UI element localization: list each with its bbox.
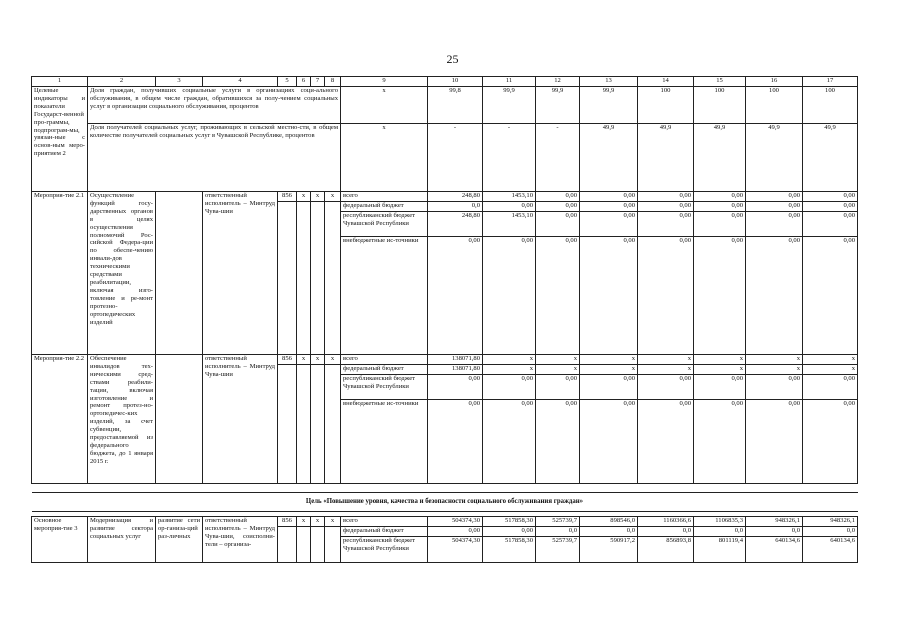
funding-value: 0,00	[536, 212, 580, 237]
measure-responsible: ответственный исполнитель – Минтруд Чува-шии	[203, 355, 278, 484]
funding-value: 0,00	[580, 375, 638, 400]
indicator-value: 100	[638, 87, 694, 124]
indicator-value: 49,9	[638, 124, 694, 192]
measure-row	[32, 192, 858, 202]
funding-value: х	[803, 365, 858, 375]
measure-code	[325, 202, 341, 355]
funding-value: 590917,2	[580, 537, 638, 563]
funding-value: х	[580, 355, 638, 365]
funding-value: 0,00	[694, 212, 746, 237]
measure-code: х	[311, 355, 325, 365]
page-number: 25	[446, 52, 459, 66]
funding-value: 856893,8	[638, 537, 694, 563]
funding-value: 517858,30	[483, 517, 536, 527]
indicator-value: 99,8	[428, 87, 483, 124]
funding-value: 0,00	[536, 192, 580, 202]
measure-code	[311, 202, 325, 355]
indicator-value: 100	[803, 87, 858, 124]
header-cell: 5	[278, 77, 297, 87]
measure-col3: развитие сети ор-ганиза-ций раз-личных	[156, 517, 203, 563]
measure-code: 856	[278, 355, 297, 365]
funding-value: 525739,7	[536, 537, 580, 563]
funding-value: 0,00	[746, 202, 803, 212]
funding-value: 948326,1	[746, 517, 803, 527]
measure-code	[297, 365, 311, 484]
header-cell: 14	[638, 77, 694, 87]
header-cell: 11	[483, 77, 536, 87]
funding-value: 0,00	[428, 400, 483, 484]
header-cell: 16	[746, 77, 803, 87]
header-cell: 6	[297, 77, 311, 87]
funding-source: внебюджетные ис-точники	[341, 400, 428, 484]
funding-value: 0,00	[803, 212, 858, 237]
funding-value: 0,00	[803, 400, 858, 484]
funding-value: 0,00	[428, 375, 483, 400]
funding-value: 0,00	[638, 400, 694, 484]
measure-row	[32, 355, 858, 365]
funding-value: 0,00	[483, 375, 536, 400]
funding-value: 504374,30	[428, 517, 483, 527]
spacer-row	[32, 484, 858, 493]
program-table	[31, 76, 858, 563]
funding-source: республиканский бюджет Чувашской Республики	[341, 212, 428, 237]
indicator-row	[32, 87, 858, 124]
funding-value: 0,00	[580, 212, 638, 237]
header-cell: 17	[803, 77, 858, 87]
funding-value: 640134,6	[803, 537, 858, 563]
measure-code	[297, 527, 311, 563]
funding-value: 640134,6	[746, 537, 803, 563]
funding-value: 517858,30	[483, 537, 536, 563]
column-number-row	[32, 77, 858, 87]
funding-value: 0,00	[483, 527, 536, 537]
measure-code: х	[311, 517, 325, 527]
measure-name: Мероприя-тие 2.2	[32, 355, 88, 484]
funding-value: 0,00	[483, 237, 536, 355]
funding-value: 0,00	[580, 400, 638, 484]
funding-source: внебюджетные ис-точники	[341, 237, 428, 355]
indicator-value: -	[428, 124, 483, 192]
funding-value: х	[580, 365, 638, 375]
header-cell: 7	[311, 77, 325, 87]
funding-source: республиканский бюджет Чувашской Республики	[341, 537, 428, 563]
funding-value: 0,00	[638, 375, 694, 400]
measure-code: х	[325, 192, 341, 202]
funding-value: 0,0	[536, 527, 580, 537]
funding-value: 0,00	[803, 192, 858, 202]
header-cell: 15	[694, 77, 746, 87]
funding-value: 0,00	[580, 202, 638, 212]
funding-value: 0,00	[746, 400, 803, 484]
funding-value: 0,0	[803, 527, 858, 537]
funding-value: 0,00	[428, 527, 483, 537]
indicator-value: 99,9	[536, 87, 580, 124]
funding-value: 504374,30	[428, 537, 483, 563]
indicator-value: 100	[694, 87, 746, 124]
measure-code: х	[297, 192, 311, 202]
funding-value: 0,00	[694, 400, 746, 484]
measure-code: х	[297, 355, 311, 365]
goal-row	[32, 493, 858, 512]
measure-description: Модернизация и развитие сектора социальных услуг	[88, 517, 156, 563]
indicator-value: 49,9	[746, 124, 803, 192]
measure-code: х	[325, 517, 341, 527]
funding-value: х	[638, 365, 694, 375]
funding-value: 138071,80	[428, 365, 483, 375]
funding-value: х	[483, 355, 536, 365]
funding-value: 0,00	[536, 237, 580, 355]
funding-value: 801119,4	[694, 537, 746, 563]
funding-value: 0,0	[746, 527, 803, 537]
target-indicators-label: Целевые индикаторы и показатели Государст-венной про-граммы, подпрограм-мы, увязан-ные с основ-ным меро-приятием 2	[32, 87, 88, 192]
measure-code	[325, 365, 341, 484]
measure-code	[278, 202, 297, 355]
funding-value: х	[694, 355, 746, 365]
funding-value: х	[483, 365, 536, 375]
funding-value: 0,00	[638, 192, 694, 202]
funding-value: 0,0	[428, 202, 483, 212]
funding-value: 0,00	[483, 202, 536, 212]
measure-code	[311, 365, 325, 484]
measure-code: 856	[278, 517, 297, 527]
indicator-col9: х	[341, 124, 428, 192]
indicator-value: -	[536, 124, 580, 192]
header-cell: 1	[32, 77, 88, 87]
measure-description: Обеспечение инвалидов тех-ническими сред-ствами реабили-тации, включая изготовление и ремонт протез-но-ортопедичес-ких изделий, за счет субвенции, предоставляемой из федерального бюджета, до 1 января 2015 г.	[88, 355, 156, 484]
header-cell: 12	[536, 77, 580, 87]
header-cell: 9	[341, 77, 428, 87]
measure-col3	[156, 192, 203, 355]
funding-source: всего	[341, 517, 428, 527]
funding-value: 1106835,3	[694, 517, 746, 527]
header-cell: 13	[580, 77, 638, 87]
funding-value: 0,00	[428, 237, 483, 355]
indicator-value: 49,9	[803, 124, 858, 192]
header-cell: 2	[88, 77, 156, 87]
funding-value: 0,00	[803, 237, 858, 355]
measure-name: Основное мероприя-тие 3	[32, 517, 88, 563]
indicator-value: 99,9	[483, 87, 536, 124]
measure-responsible: ответственный исполнитель – Минтруд Чува-шии, соисполни-тели – организа-	[203, 517, 278, 563]
header-cell: 3	[156, 77, 203, 87]
indicator-text: Доля граждан, получивших социальные услуги в организациях соци-ального обслуживания, в общем числе граждан, обратившихся за полу-чением социальных услуг в организации социального обслуживания, процентов	[88, 87, 341, 124]
funding-value: 1453,10	[483, 212, 536, 237]
funding-value: 0,00	[638, 202, 694, 212]
goal-heading: Цель «Повышение уровня, качества и безопасности социального обслуживания граждан»	[305, 497, 584, 505]
funding-value: 0,0	[638, 527, 694, 537]
funding-value: х	[536, 355, 580, 365]
indicator-value: 99,9	[580, 87, 638, 124]
funding-value: 138071,80	[428, 355, 483, 365]
funding-source: всего	[341, 355, 428, 365]
funding-value: 0,00	[803, 375, 858, 400]
measure-name: Мероприя-тие 2.1	[32, 192, 88, 355]
funding-value: 0,0	[694, 527, 746, 537]
funding-value: 0,00	[803, 202, 858, 212]
funding-value: 0,00	[536, 400, 580, 484]
measure-code: х	[311, 192, 325, 202]
funding-value: 0,00	[746, 192, 803, 202]
funding-value: 248,80	[428, 212, 483, 237]
funding-value: 0,00	[580, 192, 638, 202]
measure-code	[278, 365, 297, 484]
funding-value: 0,00	[483, 400, 536, 484]
funding-source: федеральный бюджет	[341, 527, 428, 537]
funding-value: 525739,7	[536, 517, 580, 527]
funding-value: 0,00	[638, 212, 694, 237]
funding-value: 0,00	[580, 237, 638, 355]
funding-value: х	[746, 355, 803, 365]
indicator-value: 100	[746, 87, 803, 124]
indicator-value: 49,9	[694, 124, 746, 192]
measure-code: х	[297, 517, 311, 527]
header-cell: 8	[325, 77, 341, 87]
funding-source: республиканский бюджет Чувашской Республики	[341, 375, 428, 400]
funding-value: 0,00	[536, 375, 580, 400]
funding-value: 0,00	[536, 202, 580, 212]
measure-code	[325, 527, 341, 563]
funding-value: х	[536, 365, 580, 375]
funding-value: 0,00	[746, 212, 803, 237]
funding-value: 248,80	[428, 192, 483, 202]
funding-value: 0,00	[746, 375, 803, 400]
measure-code	[297, 202, 311, 355]
funding-value: х	[803, 355, 858, 365]
indicator-value: 49,9	[580, 124, 638, 192]
funding-value: х	[638, 355, 694, 365]
funding-value: 0,00	[694, 192, 746, 202]
measure-code: х	[325, 355, 341, 365]
measure-code: 856	[278, 192, 297, 202]
measure-description: Осуществление функций госу-дарственных органов в целях осуществления полномочий Рос-сийской Федера-ции по обеспе-чению инвали-дов техническими средствами реабилитации, включая изго-товление и ре-монт протезно-ортопедических изделий	[88, 192, 156, 355]
header-cell: 10	[428, 77, 483, 87]
funding-value: 0,0	[580, 527, 638, 537]
funding-source: федеральный бюджет	[341, 365, 428, 375]
funding-source: всего	[341, 192, 428, 202]
indicator-value: -	[483, 124, 536, 192]
funding-value: 0,00	[746, 237, 803, 355]
measure-row	[32, 517, 858, 527]
funding-value: 0,00	[694, 202, 746, 212]
indicator-row	[32, 124, 858, 192]
funding-value: 0,00	[638, 237, 694, 355]
funding-value: х	[694, 365, 746, 375]
funding-value: 0,00	[694, 375, 746, 400]
funding-value: 1160366,6	[638, 517, 694, 527]
indicator-col9: х	[341, 87, 428, 124]
measure-col3	[156, 355, 203, 484]
funding-value: х	[746, 365, 803, 375]
funding-value: 0,00	[694, 237, 746, 355]
funding-value: 1453,10	[483, 192, 536, 202]
header-cell: 4	[203, 77, 278, 87]
funding-source: федеральный бюджет	[341, 202, 428, 212]
measure-code	[311, 527, 325, 563]
measure-responsible: ответственный исполнитель – Минтруд Чува-шии	[203, 192, 278, 355]
indicator-text: Доля получателей социальных услуг, проживающих в сельской местно-сти, в общем количестве получателей социальных услуг в Чувашской Республике, процентов	[88, 124, 341, 192]
funding-value: 898546,0	[580, 517, 638, 527]
funding-value: 948326,1	[803, 517, 858, 527]
measure-code	[278, 527, 297, 563]
